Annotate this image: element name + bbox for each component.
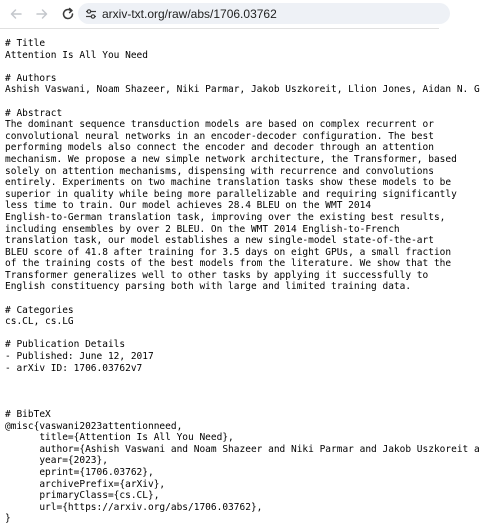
abstract-line: translation task, our model establishes a new single-model state-of-the-art xyxy=(5,235,434,247)
reload-button[interactable] xyxy=(57,3,79,25)
url-text[interactable]: arxiv-txt.org/raw/abs/1706.03762 xyxy=(102,6,277,21)
abstract-line: English-to-German translation task, improving over the existing best results, xyxy=(5,211,446,223)
paper-title: Attention Is All You Need xyxy=(5,49,148,61)
abstract-line: including ensembles by over 2 BLEU. On the WMT 2014 English-to-French xyxy=(5,223,400,235)
bibtex-line: @misc{vaswani2023attentionneed, xyxy=(5,420,183,432)
raw-text xyxy=(5,38,480,525)
site-settings-icon[interactable] xyxy=(85,8,97,20)
authors-line: Ashish Vaswani, Noam Shazeer, Niki Parmar, Jakob Uszkoreit, Llion Jones, Aidan N. G xyxy=(5,84,480,96)
bibtex-line: author={Ashish Vaswani and Noam Shazeer and Niki Parmar and Jakob Uszkoreit a xyxy=(5,443,480,455)
reload-icon xyxy=(61,7,75,21)
abstract-line: performing models also connect the encoder and decoder through an attention xyxy=(5,142,434,154)
abstract-line: convolutional neural networks in an encoder-decoder configuration. The best xyxy=(5,130,434,142)
bibtex-line: primaryClass={cs.CL}, xyxy=(5,490,160,502)
abstract-line: English constituency parsing both with large and limited training data. xyxy=(5,281,412,293)
address-bar[interactable] xyxy=(78,3,450,24)
abstract-line: of the training costs of the best models from the literature. We show that the xyxy=(5,258,452,270)
bibtex-line: url={https://arxiv.org/abs/1706.03762}, xyxy=(5,501,263,513)
abstract-line: The dominant sequence transduction models are based on complex recurrent or xyxy=(5,119,434,131)
page-content xyxy=(5,38,480,525)
bibtex-line: eprint={1706.03762}, xyxy=(5,466,154,478)
bibtex-line: year={2023}, xyxy=(5,455,108,467)
categories-heading: # Categories xyxy=(5,304,74,316)
arrow-right-icon xyxy=(35,7,49,21)
bibtex-line: } xyxy=(5,513,11,525)
abstract-line: less time to train. Our model achieves 28.4 BLEU on the WMT 2014 xyxy=(5,200,372,212)
back-button[interactable] xyxy=(5,3,27,25)
bibtex-line: title={Attention Is All You Need}, xyxy=(5,432,234,444)
abstract-line: entirely. Experiments on two machine translation tasks show these models to be xyxy=(5,177,452,189)
abstract-line: solely on attention mechanisms, dispensing with recurrence and convolutions xyxy=(5,165,434,177)
arrow-left-icon xyxy=(9,7,23,21)
abstract-line: Transformer generalizes well to other tasks by applying it successfully to xyxy=(5,269,429,281)
publication-heading: # Publication Details xyxy=(5,339,126,351)
abstract-line: superior in quality while being more parallelizable and requiring significantly xyxy=(5,188,457,200)
bibtex-heading: # BibTeX xyxy=(5,409,51,421)
forward-button[interactable] xyxy=(31,3,53,25)
abstract-line: BLEU score of 41.8 after training for 3.5 days on eight GPUs, a small fraction xyxy=(5,246,452,258)
published-line: - Published: June 12, 2017 xyxy=(5,351,154,363)
title-heading: # Title xyxy=(5,38,46,49)
categories-line: cs.CL, cs.LG xyxy=(5,316,74,328)
abstract-line: mechanism. We propose a new simple network architecture, the Transformer, based xyxy=(5,153,457,165)
bibtex-line: archivePrefix={arXiv}, xyxy=(5,478,166,490)
browser-toolbar xyxy=(0,0,439,28)
abstract-heading: # Abstract xyxy=(5,107,63,119)
arxiv-id-line: - arXiv ID: 1706.03762v7 xyxy=(5,362,143,374)
toolbar-divider xyxy=(0,28,439,29)
authors-heading: # Authors xyxy=(5,72,57,84)
